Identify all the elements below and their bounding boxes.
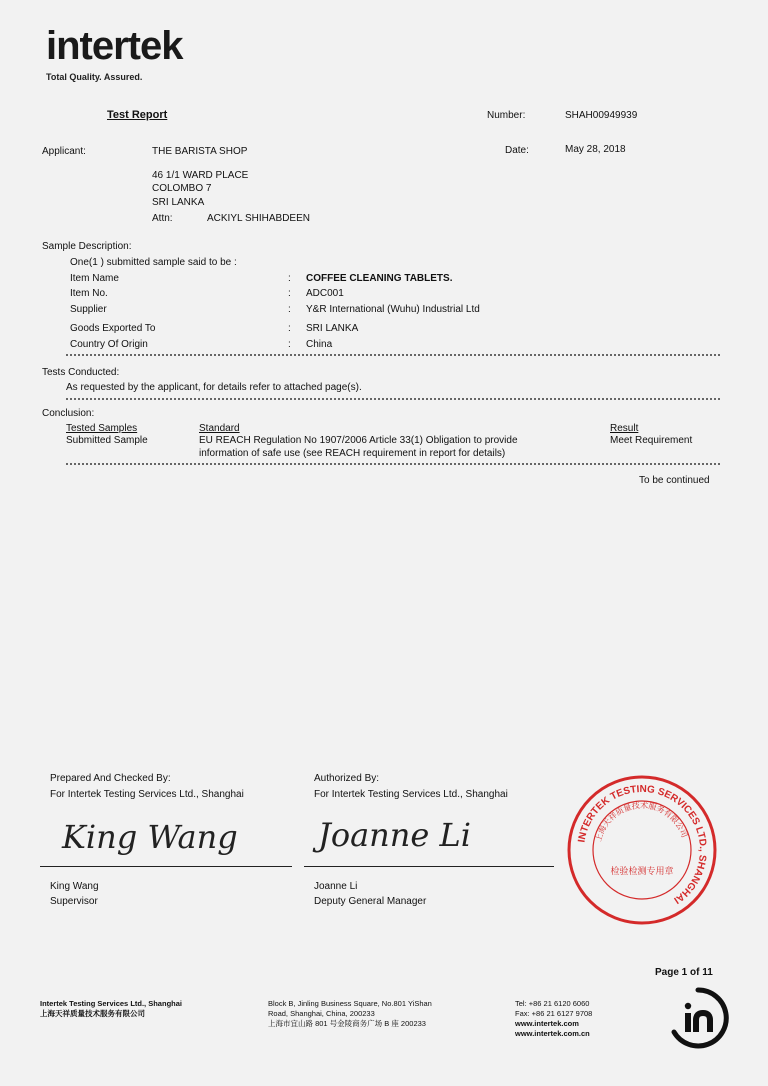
stamp-ring-text: INTERTEK TESTING SERVICES LTD., SHANGHAI — [576, 783, 709, 906]
prepared-by-org: For Intertek Testing Services Ltd., Shanghai — [50, 789, 244, 800]
row-colon: : — [288, 288, 291, 299]
footer-address: Block B, Jinling Business Square, No.801 YiShan — [268, 999, 432, 1008]
signer-name: King Wang — [50, 881, 99, 892]
conclusion-result: Meet Requirement — [610, 435, 693, 446]
dotted-rule — [66, 463, 720, 465]
footer-company-cn: 上海天祥质量技术服务有限公司 — [40, 1009, 145, 1018]
attn-value: ACKIYL SHIHABDEEN — [207, 213, 310, 224]
conclusion-standard: EU REACH Regulation No 1907/2006 Article 33(1) Obligation to provide — [199, 435, 518, 446]
prepared-by-heading: Prepared And Checked By: — [50, 773, 171, 784]
stamp-center-text: 检验检测专用章 — [610, 867, 674, 877]
signature-joanne-li: Joanne Li — [318, 816, 471, 854]
footer-website-cn: www.intertek.com.cn — [515, 1029, 590, 1038]
report-number: SHAH00949939 — [565, 110, 638, 121]
column-header-standard: Standard — [199, 423, 240, 434]
signature-king-wang: King Wang — [62, 818, 238, 856]
date-label: Date: — [505, 145, 529, 156]
attn-label: Attn: — [152, 213, 173, 224]
sample-row-value: Y&R International (Wuhu) Industrial Ltd — [306, 304, 480, 315]
row-colon: : — [288, 273, 291, 284]
signer-title: Deputy General Manager — [314, 896, 427, 907]
sample-row-label: Item No. — [70, 288, 108, 299]
stamp-outer-ring — [569, 777, 715, 923]
conclusion-sample: Submitted Sample — [66, 435, 148, 446]
row-colon: : — [288, 323, 291, 334]
sample-row-value: ADC001 — [306, 288, 344, 299]
stamp-inner-text: 上海天祥质量技术服务有限公司 — [593, 800, 690, 843]
sample-row-label: Country Of Origin — [70, 339, 148, 350]
applicant-name: THE BARISTA SHOP — [152, 146, 248, 157]
report-date: May 28, 2018 — [565, 144, 626, 155]
dotted-rule — [66, 354, 720, 356]
address-line: SRI LANKA — [152, 197, 205, 208]
footer-address-cn: 上海市宜山路 801 号金陵商务广场 B 座 200233 — [268, 1019, 426, 1028]
footer-fax: Fax: +86 21 6127 9708 — [515, 1009, 593, 1018]
footer-address: Road, Shanghai, China, 200233 — [268, 1009, 375, 1018]
tests-conducted-label: Tests Conducted: — [42, 367, 120, 378]
document-title: Test Report — [107, 109, 168, 121]
sample-row-value: SRI LANKA — [306, 323, 359, 334]
page-number: Page 1 of 11 — [655, 967, 713, 978]
intertek-brand-icon — [666, 986, 730, 1050]
number-label: Number: — [487, 110, 526, 121]
signer-title: Supervisor — [50, 896, 98, 907]
column-header-result: Result — [610, 423, 639, 434]
tests-conducted-text: As requested by the applicant, for details refer to attached page(s). — [66, 382, 362, 393]
dotted-rule — [66, 398, 720, 400]
row-colon: : — [288, 304, 291, 315]
applicant-label: Applicant: — [42, 146, 86, 157]
address-line: COLOMBO 7 — [152, 183, 212, 194]
signer-name: Joanne Li — [314, 881, 358, 892]
address-line: 46 1/1 WARD PLACE — [152, 170, 249, 181]
row-colon: : — [288, 339, 291, 350]
sample-row-value: COFFEE CLEANING TABLETS. — [306, 273, 453, 284]
column-header-samples: Tested Samples — [66, 423, 138, 434]
footer-website: www.intertek.com — [515, 1019, 579, 1028]
intertek-logo: intertek — [46, 24, 183, 68]
sample-intro: One(1 ) submitted sample said to be : — [70, 257, 237, 268]
footer-company-en: Intertek Testing Services Ltd., Shanghai — [40, 999, 182, 1008]
footer-tel: Tel: +86 21 6120 6060 — [515, 999, 590, 1008]
to-be-continued: To be continued — [639, 475, 710, 486]
conclusion-standard: information of safe use (see REACH requirement in report for details) — [199, 448, 506, 459]
sample-row-label: Goods Exported To — [70, 323, 156, 334]
sample-row-label: Item Name — [70, 273, 119, 284]
authorized-by-heading: Authorized By: — [314, 773, 380, 784]
signature-line — [304, 866, 554, 867]
sample-row-label: Supplier — [70, 304, 107, 315]
conclusion-label: Conclusion: — [42, 408, 95, 419]
signature-line — [40, 866, 292, 867]
sample-description-label: Sample Description: — [42, 241, 132, 252]
sample-row-value: China — [306, 339, 333, 350]
authorized-by-org: For Intertek Testing Services Ltd., Shanghai — [314, 789, 508, 800]
official-stamp — [566, 774, 718, 926]
logo-tagline: Total Quality. Assured. — [46, 72, 143, 82]
